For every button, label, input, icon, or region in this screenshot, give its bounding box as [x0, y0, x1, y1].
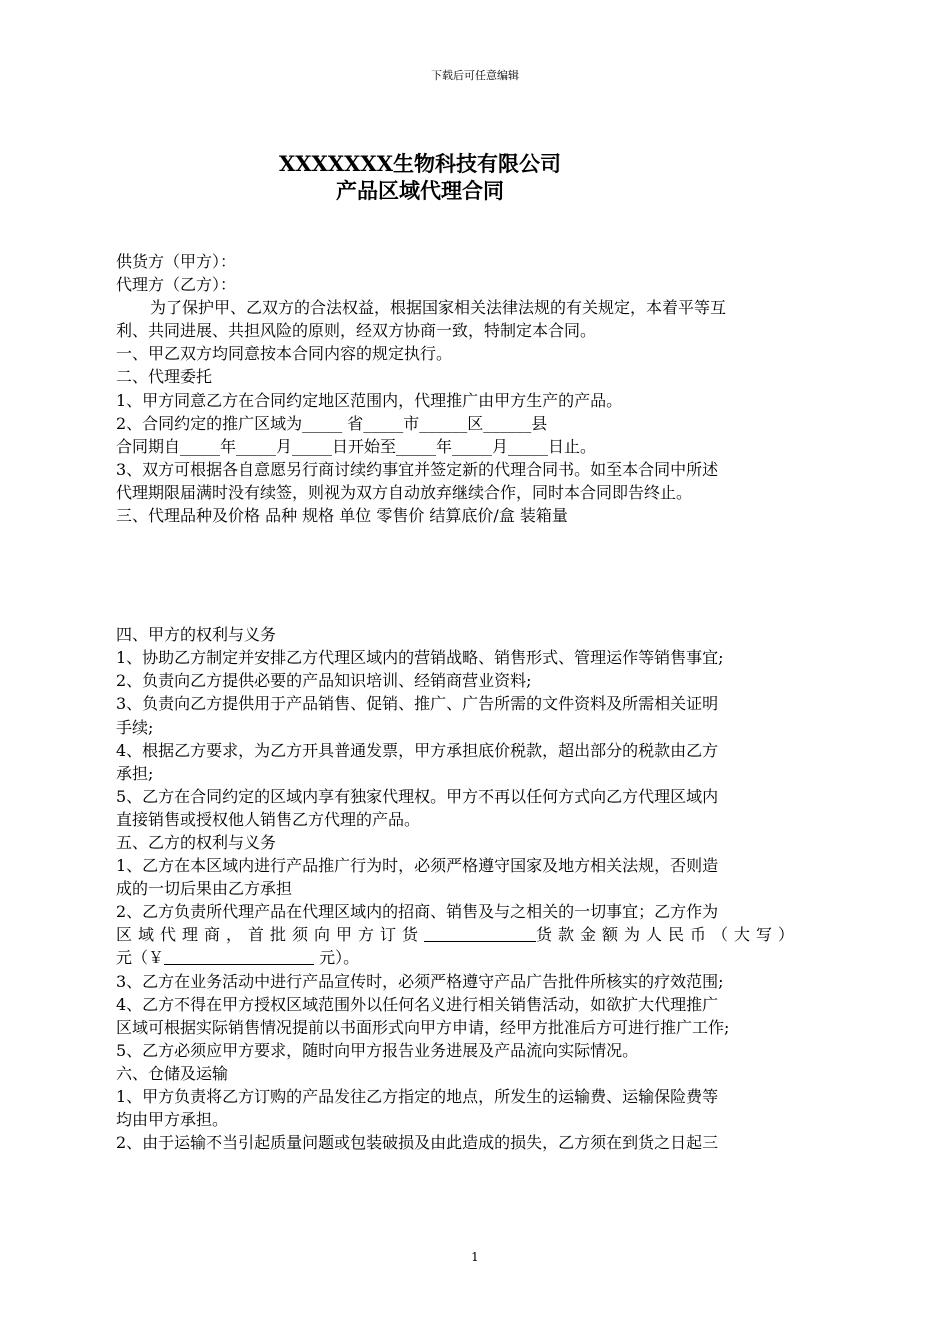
clause-line: 2、由于运输不当引起质量问题或包装破损及由此造成的损失，乙方须在到货之日起三	[116, 1133, 719, 1153]
clause-line: 3、双方可根据各自意愿另行商讨续约事宜并签定新的代理合同书。如至本合同中所述	[116, 459, 719, 479]
clause-line: 承担;	[116, 763, 154, 783]
clause-line: 1、协助乙方制定并安排乙方代理区域内的营销战略、销售形式、管理运作等销售事宜;	[116, 648, 724, 668]
order-quantity-blank	[424, 925, 536, 942]
contract-title: 产品区域代理合同	[336, 178, 504, 203]
blank-space	[116, 527, 850, 623]
clause-line: 4、根据乙方要求，为乙方开具普通发票，甲方承担底价税款，超出部分的税款由乙方	[116, 740, 719, 760]
amount-text-start: 元（￥	[116, 948, 165, 968]
order-amount-line	[116, 946, 850, 969]
clause-line: 3、负责向乙方提供用于产品销售、促销、推广、广告所需的文件资料及所需相关证明	[116, 694, 719, 714]
order-text-start: 区域代理商，首批须向甲方订货	[116, 925, 425, 945]
clause-line: 2、合同约定的推广区域为_____ 省_____市______区______县	[116, 413, 548, 433]
clause-line: 5、乙方在合同约定的区域内享有独家代理权。甲方不再以任何方式向乙方代理区域内	[116, 786, 719, 806]
clause-line: 5、乙方必须应甲方要求，随时向甲方报告业务进展及产品流向实际情况。	[116, 1040, 639, 1060]
section-5-heading: 五、乙方的权利与义务	[116, 832, 277, 852]
clause-line: 成的一切后果由乙方承担	[116, 879, 293, 899]
clause-line: 直接销售或授权他人销售乙方代理的产品。	[116, 809, 421, 829]
clause-line: 均由甲方承担。	[116, 1110, 229, 1130]
section-6-heading: 六、仓储及运输	[116, 1063, 229, 1083]
order-text-end: 货款金额为人民币（大写）	[536, 925, 801, 945]
clause-line: 2、负责向乙方提供必要的产品知识培训、经销商营业资料;	[116, 671, 532, 691]
section-1-heading: 一、甲乙双方均同意按本合同内容的规定执行。	[116, 344, 453, 364]
clause-line: 3、乙方在业务活动中进行产品宣传时，必须严格遵守产品广告批件所核实的疗效范围;	[116, 971, 724, 991]
section-2-heading: 二、代理委托	[116, 367, 213, 387]
party-b-line: 代理方（乙方）：	[116, 275, 237, 295]
clause-line: 合同期自_____年_____月_____日开始至_____年_____月_____日止。	[116, 436, 597, 456]
clause-line: 手续;	[116, 717, 154, 737]
order-amount-line	[116, 923, 850, 946]
clause-line: 2、乙方负责所代理产品在代理区域内的招商、销售及与之相关的一切事宜；乙方作为	[116, 902, 719, 922]
section-4-heading: 四、甲方的权利与义务	[116, 625, 277, 645]
page-number: 1	[471, 1250, 479, 1264]
preamble-line: 为了保护甲、乙双方的合法权益，根据国家相关法律法规的有关规定，本着平等互	[150, 298, 727, 318]
clause-line: 代理期限届满时没有续签，则视为双方自动放弃继续合作，同时本合同即告终止。	[116, 482, 693, 502]
amount-figure-blank	[164, 948, 314, 965]
page-header-note: 下载后可任意编辑	[431, 69, 519, 82]
clause-line: 4、乙方不得在甲方授权区域范围外以任何名义进行相关销售活动，如欲扩大代理推广	[116, 994, 719, 1014]
company-title: XXXXXXX生物科技有限公司	[278, 151, 562, 176]
contract-body	[116, 250, 850, 1154]
section-3-heading: 三、代理品种及价格 品种 规格 单位 零售价 结算底价/盒 装箱量	[116, 506, 568, 526]
clause-line: 1、甲方同意乙方在合同约定地区范围内，代理推广由甲方生产的产品。	[116, 390, 623, 410]
preamble-line: 利、共同进展、共担风险的原则，经双方协商一致，特制定本合同。	[116, 321, 597, 341]
clause-line: 1、甲方负责将乙方订购的产品发往乙方指定的地点，所发生的运输费、运输保险费等	[116, 1087, 719, 1106]
clause-line: 1、乙方在本区域内进行产品推广行为时，必须严格遵守国家及地方相关法规，否则造	[116, 856, 719, 876]
party-a-line: 供货方（甲方）：	[116, 252, 237, 271]
clause-line: 区域可根据实际销售情况提前以书面形式向甲方申请，经甲方批准后方可进行推广工作;	[116, 1017, 730, 1037]
amount-text-end: 元）。	[314, 948, 360, 968]
